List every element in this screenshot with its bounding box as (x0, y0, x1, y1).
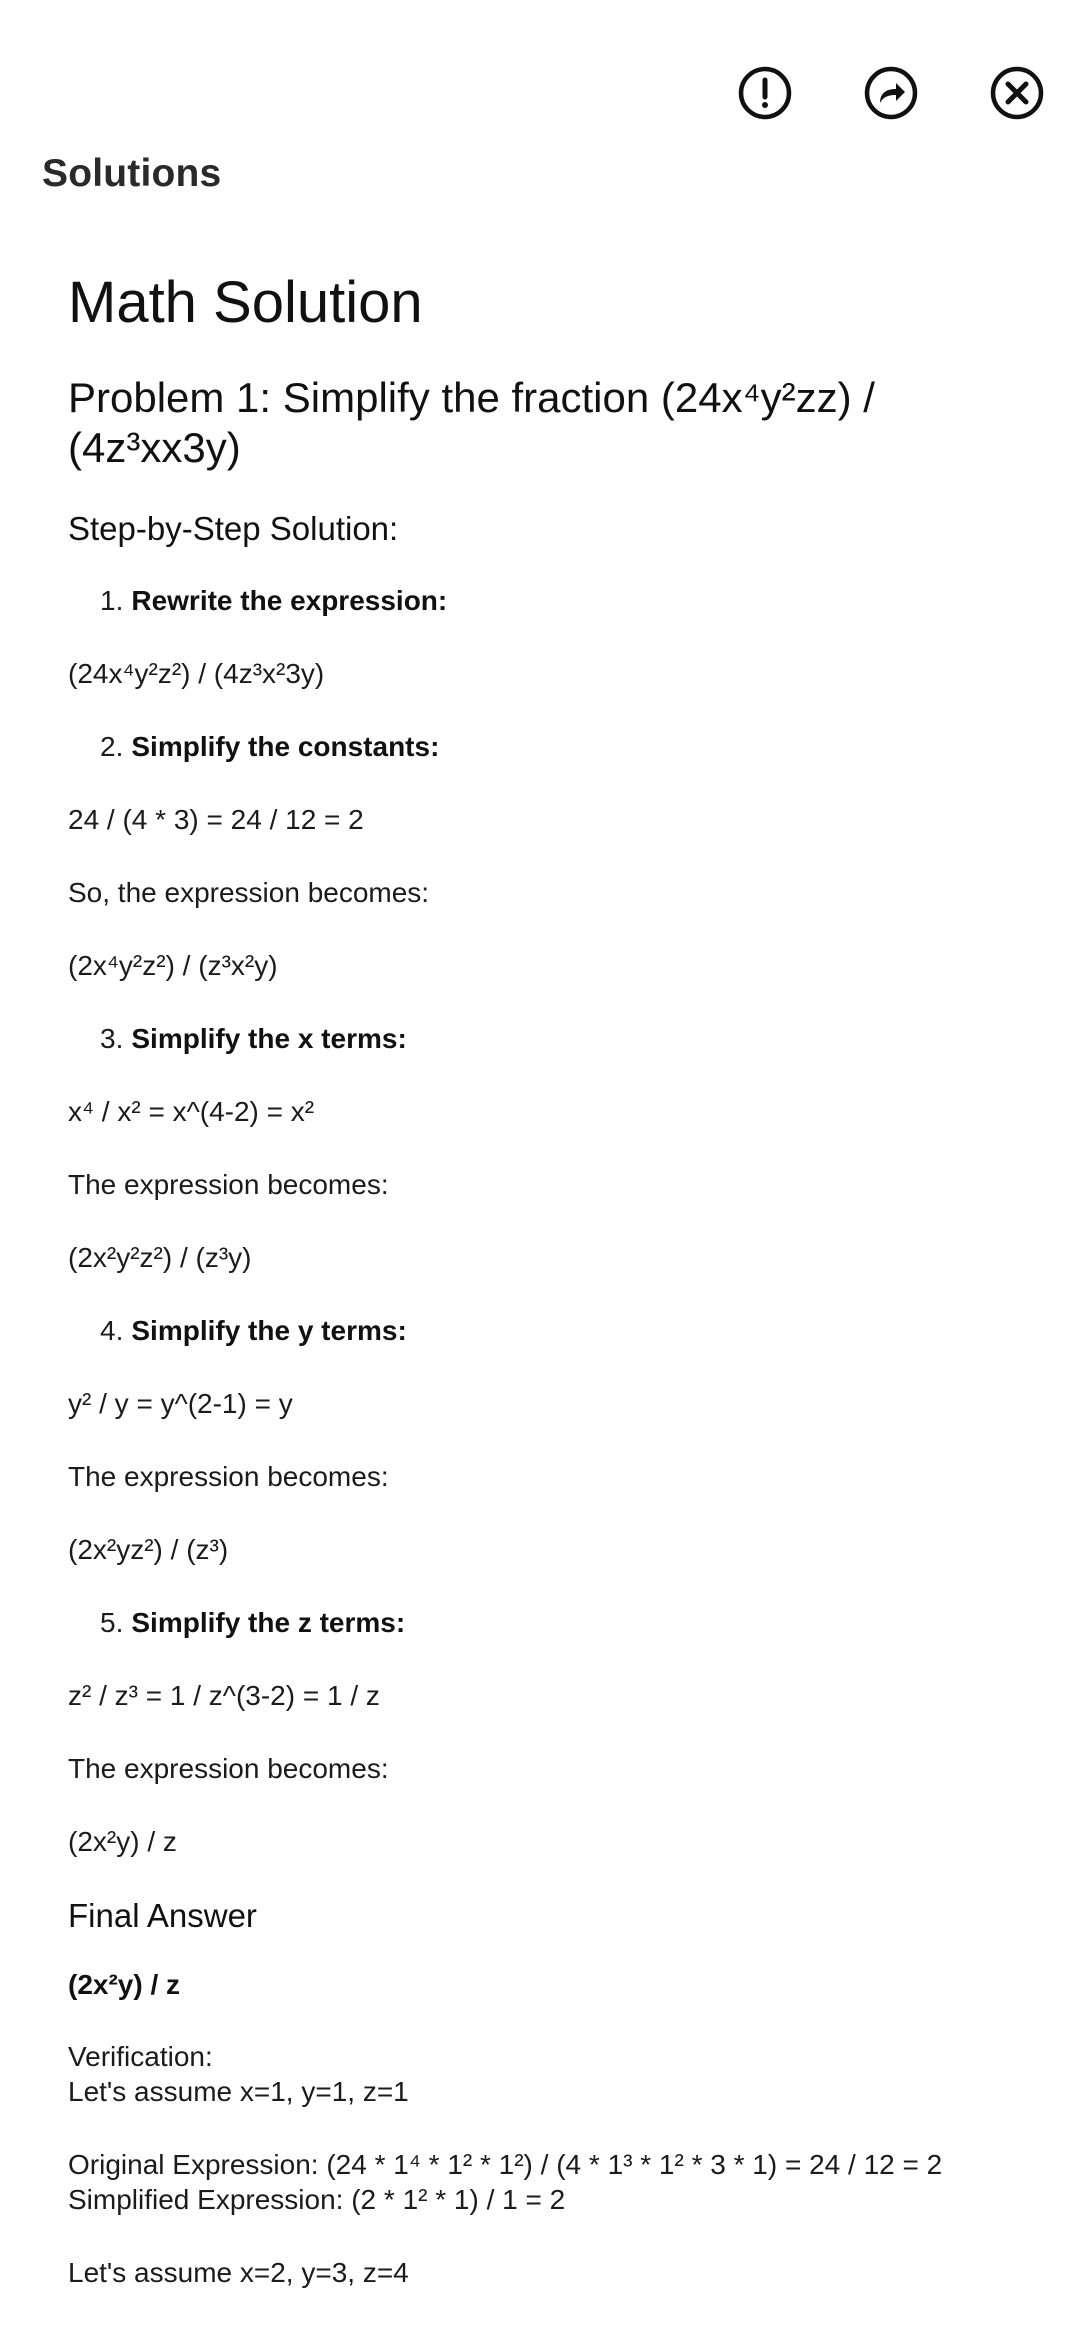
step-number: 2. (100, 731, 124, 763)
top-action-bar (0, 58, 1080, 128)
step-line: (2x²y) / z (68, 1826, 177, 1858)
step-line: The expression becomes: (68, 1461, 389, 1493)
simplified-expression: Simplified Expression: (2 * 1² * 1) / 1 = 2 (68, 2184, 566, 2216)
step-label: Simplify the constants: (131, 731, 440, 763)
step-line: z² / z³ = 1 / z^(3-2) = 1 / z (68, 1680, 380, 1712)
step-line: (2x²y²z²) / (z³y) (68, 1242, 252, 1274)
step-line: (2x⁴y²z²) / (z³x²y) (68, 950, 278, 982)
step-3 (100, 1021, 1018, 1056)
verification-block (68, 2039, 1018, 2109)
final-answer: (2x²y) / z (68, 1969, 181, 2001)
step-line: x⁴ / x² = x^(4-2) = x² (68, 1096, 315, 1128)
report-button[interactable] (730, 58, 800, 128)
step-number: 3. (100, 1023, 124, 1055)
step-4 (100, 1313, 1018, 1348)
verification-block-2 (68, 2255, 1018, 2290)
steps-heading: Step-by-Step Solution: (68, 510, 399, 548)
share-icon (861, 63, 921, 123)
step-number: 4. (100, 1315, 124, 1347)
step-line: So, the expression becomes: (68, 877, 430, 909)
verification-assumption: Let's assume x=1, y=1, z=1 (68, 2076, 409, 2108)
step-line: y² / y = y^(2-1) = y (68, 1388, 293, 1420)
step-line: 24 / (4 * 3) = 24 / 12 = 2 (68, 804, 364, 836)
step-label: Rewrite the expression: (131, 585, 448, 617)
close-button[interactable] (982, 58, 1052, 128)
verification-assumption: Let's assume x=2, y=3, z=4 (68, 2257, 409, 2289)
solution-content (68, 270, 1018, 2328)
main-title: Math Solution (68, 270, 423, 335)
step-5 (100, 1605, 1018, 1640)
problem-title: Problem 1: Simplify the fraction (24x⁴y²zz) / (4z³xx3y) (68, 373, 875, 472)
step-2 (100, 729, 1018, 764)
step-line: (24x⁴y²z²) / (4z³x²3y) (68, 658, 325, 690)
step-number: 5. (100, 1607, 124, 1639)
verification-label: Verification: (68, 2041, 213, 2073)
step-label: Simplify the y terms: (131, 1315, 407, 1347)
close-circle-icon (987, 63, 1047, 123)
share-button[interactable] (856, 58, 926, 128)
step-line: (2x²yz²) / (z³) (68, 1534, 229, 1566)
final-answer-heading: Final Answer (68, 1897, 257, 1935)
original-expression: Original Expression: (24 * 1⁴ * 1² * 1²) / (4 * 1³ * 1² * 3 * 1) = 24 / 12 = 2 (68, 2149, 943, 2181)
step-line: The expression becomes: (68, 1169, 389, 1201)
verification-results (68, 2147, 1018, 2217)
step-1 (100, 583, 1018, 618)
alert-circle-icon (735, 63, 795, 123)
step-line: The expression becomes: (68, 1753, 389, 1785)
step-number: 1. (100, 585, 124, 617)
step-label: Simplify the x terms: (131, 1023, 407, 1055)
page-title: Solutions (42, 152, 222, 195)
step-label: Simplify the z terms: (131, 1607, 406, 1639)
